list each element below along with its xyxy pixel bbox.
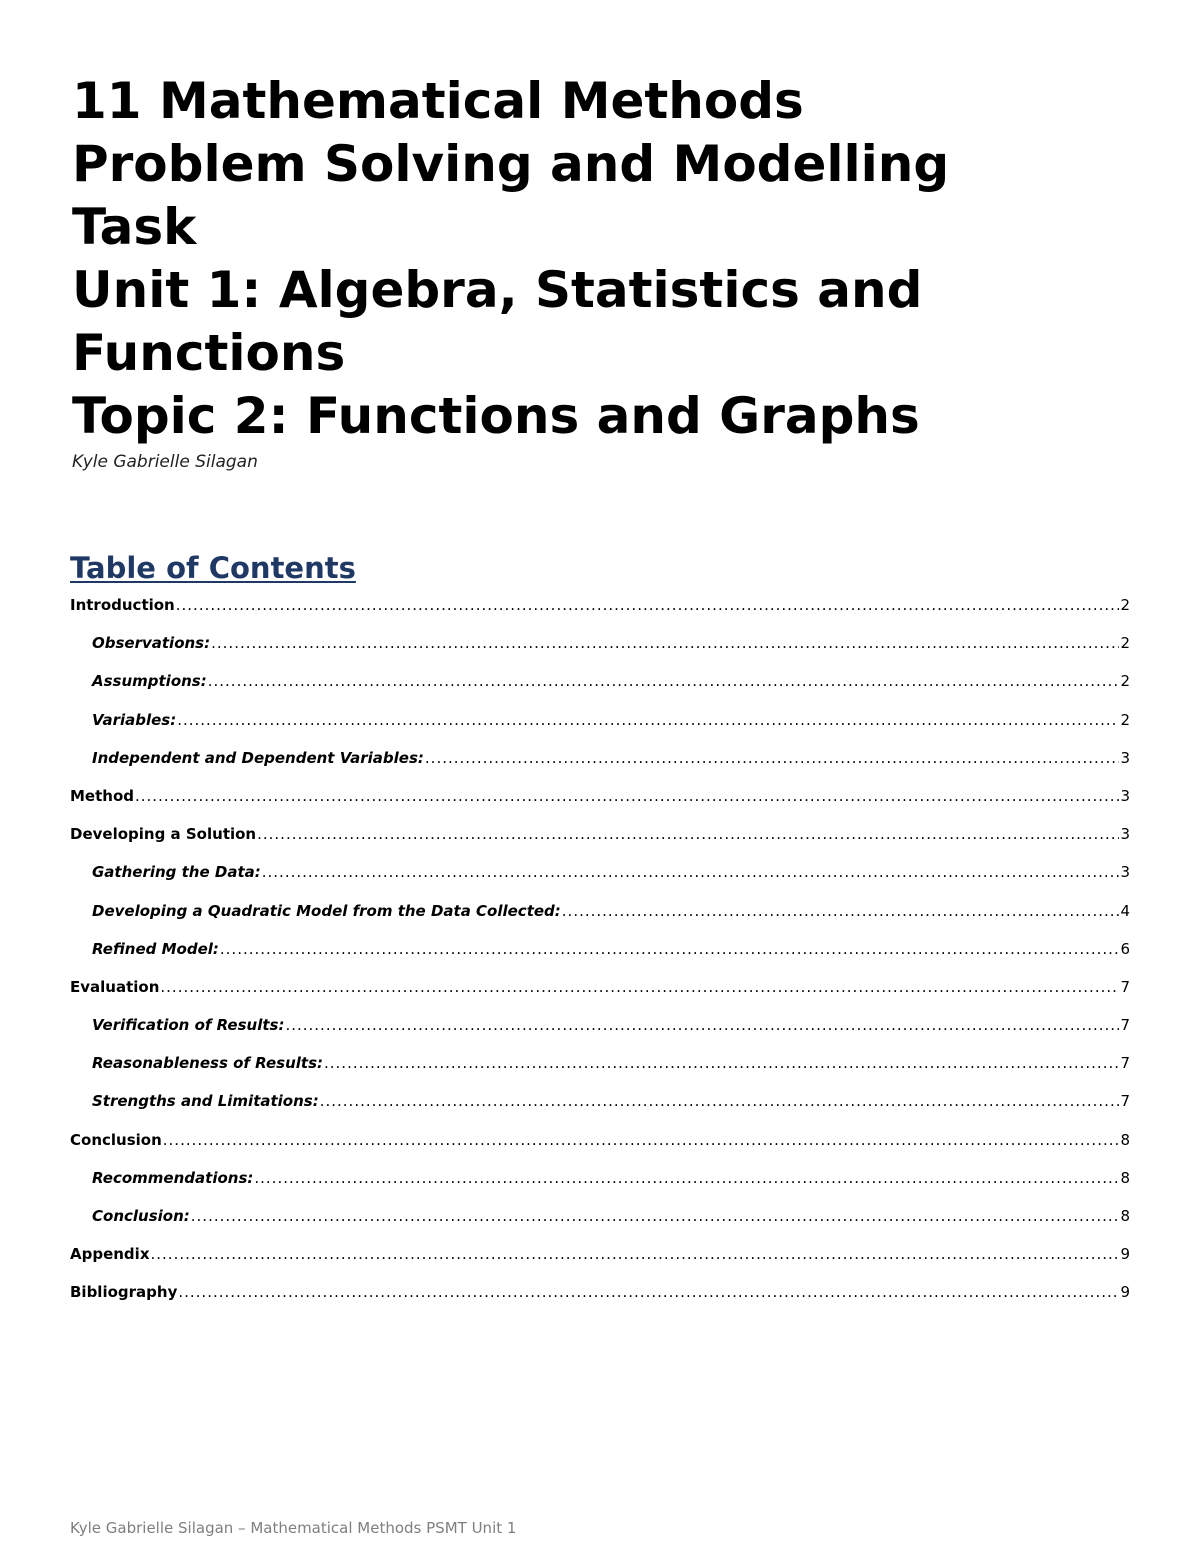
title-line: Problem Solving and Modelling xyxy=(72,135,950,193)
toc-entry[interactable] xyxy=(70,1163,1130,1201)
document-title xyxy=(72,70,1132,474)
toc-dot-leader xyxy=(176,590,1120,620)
toc-page-number: 4 xyxy=(1120,901,1130,920)
toc-page-number: 7 xyxy=(1120,1092,1130,1111)
toc-page-number: 2 xyxy=(1120,672,1130,691)
toc-entry-label: Introduction xyxy=(70,596,175,614)
toc-dot-leader xyxy=(191,1201,1120,1231)
toc-entry-label: Verification of Results: xyxy=(92,1016,285,1035)
toc-dot-leader xyxy=(254,1163,1119,1193)
toc-page-number: 7 xyxy=(1120,1016,1130,1035)
toc-entry-label: Conclusion xyxy=(70,1130,162,1149)
toc-page-number: 2 xyxy=(1120,596,1130,614)
toc-page-number: 9 xyxy=(1120,1245,1130,1264)
page-footer: Kyle Gabrielle Silagan – Mathematical Methods PSMT Unit 1 xyxy=(70,1519,517,1537)
toc-page-number: 2 xyxy=(1120,710,1130,729)
toc-dot-leader xyxy=(151,1239,1120,1269)
toc-page-number: 9 xyxy=(1120,1283,1130,1302)
toc-entry[interactable] xyxy=(70,1010,1130,1048)
toc-page-number: 8 xyxy=(1120,1130,1130,1149)
toc-page-number: 3 xyxy=(1120,786,1130,805)
toc-dot-leader xyxy=(285,1010,1119,1040)
toc-dot-leader xyxy=(257,819,1119,849)
toc-entry-label: Evaluation xyxy=(70,977,160,996)
toc-entry-label: Bibliography xyxy=(70,1283,178,1302)
toc-entry[interactable] xyxy=(70,628,1130,666)
toc-entry[interactable] xyxy=(70,1201,1130,1239)
toc-entry[interactable] xyxy=(70,1048,1130,1086)
title-line: Functions xyxy=(72,324,346,382)
toc-entry[interactable] xyxy=(70,857,1130,895)
title-line: Unit 1: Algebra, Statistics and xyxy=(72,261,923,319)
toc-dot-leader xyxy=(220,934,1120,964)
toc-dot-leader xyxy=(320,1086,1120,1116)
toc-dot-leader xyxy=(178,1277,1119,1307)
toc-entry[interactable] xyxy=(70,1239,1130,1277)
toc-page-number: 3 xyxy=(1120,863,1130,882)
toc-entry[interactable] xyxy=(70,896,1130,934)
toc-page-number: 3 xyxy=(1120,825,1130,844)
toc-entry-label: Reasonableness of Results: xyxy=(92,1054,323,1073)
toc-entry-label: Strengths and Limitations: xyxy=(92,1092,319,1111)
toc-entry-label: Conclusion: xyxy=(92,1207,190,1225)
toc-dot-leader xyxy=(562,896,1120,926)
toc-dot-leader xyxy=(324,1048,1119,1078)
toc-entry[interactable] xyxy=(70,705,1130,743)
toc-dot-leader xyxy=(425,743,1120,773)
toc-entry-label: Method xyxy=(70,786,134,805)
toc-page-number: 3 xyxy=(1120,748,1130,767)
toc-page-number: 8 xyxy=(1120,1168,1130,1187)
toc-entry-label: Independent and Dependent Variables: xyxy=(92,748,424,767)
toc-entry[interactable] xyxy=(70,743,1130,781)
toc-dot-leader xyxy=(177,705,1119,735)
toc-entry-label: Gathering the Data: xyxy=(92,863,261,882)
toc-entry[interactable] xyxy=(70,819,1130,857)
toc-dot-leader xyxy=(208,666,1120,696)
toc-entry[interactable] xyxy=(70,1125,1130,1163)
toc-page-number: 8 xyxy=(1120,1207,1130,1225)
toc-entry[interactable] xyxy=(70,972,1130,1010)
toc-entry-label: Observations: xyxy=(92,634,211,653)
toc-entry[interactable] xyxy=(70,666,1130,704)
toc-dot-leader xyxy=(262,857,1120,887)
toc-entry-label: Appendix xyxy=(70,1245,150,1264)
toc-dot-leader xyxy=(163,1125,1120,1155)
toc-entry-label: Refined Model: xyxy=(92,939,219,958)
toc-entry-label: Assumptions: xyxy=(92,672,207,691)
toc-entry[interactable] xyxy=(70,1086,1130,1124)
title-line: 11 Mathematical Methods xyxy=(72,72,804,130)
table-of-contents xyxy=(70,590,1130,1316)
toc-entry-label: Recommendations: xyxy=(92,1168,254,1187)
toc-entry-label: Developing a Quadratic Model from the Data Collected: xyxy=(92,901,561,920)
toc-dot-leader xyxy=(160,972,1119,1002)
toc-entry[interactable] xyxy=(70,1277,1130,1315)
title-line: Task xyxy=(72,198,197,256)
toc-entry[interactable] xyxy=(70,781,1130,819)
toc-page-number: 7 xyxy=(1120,977,1130,996)
toc-dot-leader xyxy=(135,781,1119,811)
title-line: Topic 2: Functions and Graphs xyxy=(72,387,920,445)
toc-page-number: 6 xyxy=(1120,939,1130,958)
author-name: Kyle Gabrielle Silagan xyxy=(72,452,258,472)
toc-heading: Table of Contents xyxy=(70,551,356,585)
toc-entry[interactable] xyxy=(70,590,1130,628)
toc-entry-label: Variables: xyxy=(92,710,177,729)
toc-entry[interactable] xyxy=(70,934,1130,972)
toc-entry-label: Developing a Solution xyxy=(70,825,257,844)
toc-page-number: 2 xyxy=(1120,634,1130,653)
toc-page-number: 7 xyxy=(1120,1054,1130,1073)
toc-dot-leader xyxy=(211,628,1119,658)
